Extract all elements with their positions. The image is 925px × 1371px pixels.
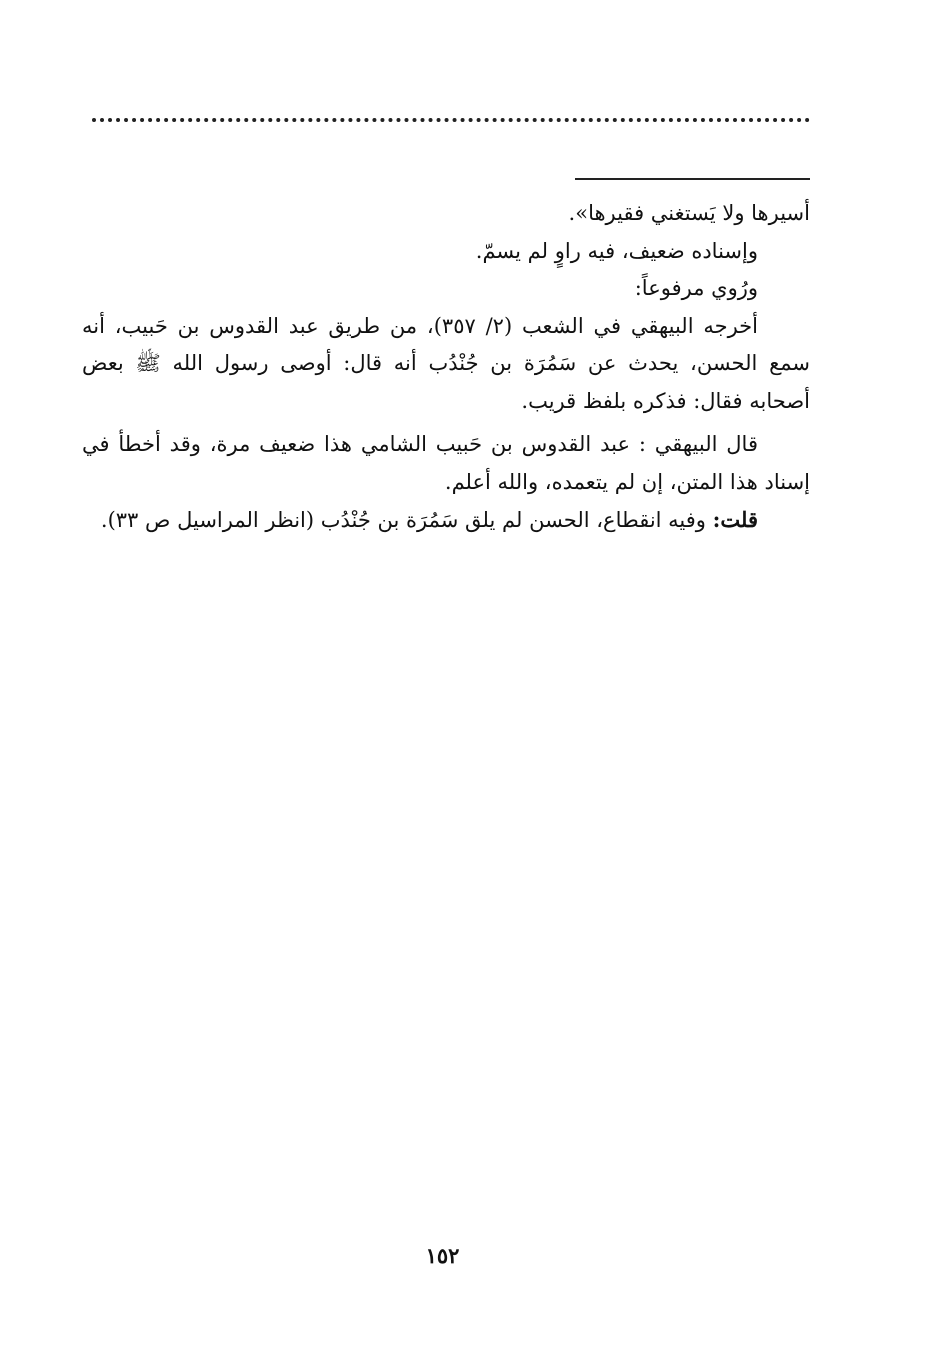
footnote-paragraph-2: وإسناده ضعيف، فيه راوٍ لم يسمّ.	[475, 238, 758, 263]
footnote-paragraph-6-text: وفيه انقطاع، الحسن لم يلق سَمُرَة بن جُنْدُب (انظر المراسيل ص ٣٣).	[100, 508, 713, 532]
footnote-separator	[575, 178, 810, 180]
footnote-text	[82, 195, 810, 540]
page-number: ١٥٢	[425, 1243, 460, 1268]
qultu-label: قلت:	[712, 507, 758, 532]
footnote-paragraph-6	[82, 501, 810, 540]
footnote-paragraph-4: أخرجه البيهقي في الشعب (٢/ ٣٥٧)، من طريق عبد القدوس بن حَبيب، أنه سمع الحسن، يحدث عن سَمُرَة بن جُنْدُب أنه قال: أوصى رسول الله ﷺ بعض أصحابه فقال: فذكره بلفظ قريب.	[82, 313, 810, 413]
footnote-paragraph-1: أسيرها ولا يَستغني فقيرها».	[568, 201, 810, 225]
footnote-paragraph-5: قال البيهقي : عبد القدوس بن حَبيب الشامي هذا ضعيف مرة، وقد أخطأ في إسناد هذا المتن، إن لم يتعمده، والله أعلم.	[82, 432, 810, 494]
dotted-separator	[92, 118, 810, 122]
footnote-paragraph-3: ورُوي مرفوعاً:	[634, 276, 758, 300]
